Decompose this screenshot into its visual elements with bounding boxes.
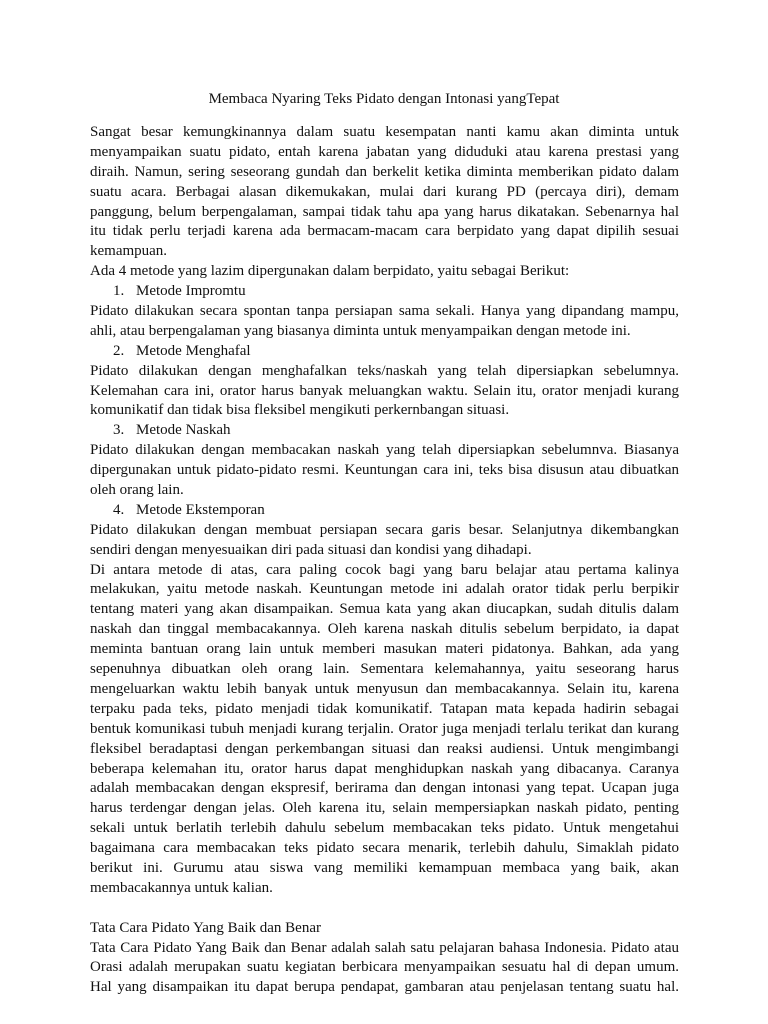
text-line: sendiri dengan menyesuaikan diri pada situasi dan kondisi yang dihadapi. [90, 541, 532, 558]
method-heading [90, 342, 679, 362]
text-line: kemampuan. [90, 243, 168, 260]
method-name: Metode Impromtu [136, 283, 246, 300]
section-heading: Tata Cara Pidato Yang Baik dan Benar [90, 919, 321, 936]
method-item [90, 342, 679, 422]
text-line: dipergunakan untuk pidato-pidato resmi. Keuntungan cara ini, teks bisa disusun atau dibuatkan [90, 462, 679, 479]
text-line: suatu acara. Berbagai alasan dikemukakan, mulai dari kurang PD (percaya diri), demam [90, 183, 679, 200]
text-line: Pidato dilakukan dengan membuat persiapan secara garis besar. Selanjutnya dikembangkan [90, 521, 679, 538]
method-name: Metode Ekstemporan [136, 501, 265, 518]
section-paragraph [90, 939, 679, 999]
text-line: diraih. Namun, sering seseorang gundah dan berkelit ketika diminta memberikan pidato dalam [90, 163, 679, 180]
method-heading [90, 282, 679, 302]
method-number: 4. [113, 501, 125, 518]
text-line: Kelemahan cara ini, orator harus banyak meluangkan waktu. Selain itu, orator menjadi kurang [90, 382, 679, 399]
paragraph-gap [90, 899, 679, 919]
text-line: adalah membacakan dengan ekspresif, berirama dan dengan intonasi yang tepat. Ucapan juga [90, 780, 679, 797]
text-line: bagaimana cara membacakan teks pidato secara menarik, terlebih dahulu, Simaklah pidato [90, 840, 679, 857]
text-line: terpaku pada teks, pidato menjadi tidak komunikatif. Tatapan mata kepada hadirin sebagai [90, 700, 679, 717]
text-line: fleksibel beradaptasi dengan perkembangan situasi dan reaksi audiensi. Untuk mengimbangi [90, 740, 679, 757]
text-line: ahli, atau berpengalaman yang biasanya diminta untuk menyampaikan dengan metode ini. [90, 322, 631, 339]
text-line: berikut ini. Gurumu atau siswa vang memiliki kemampuan membaca yang baik, akan [90, 859, 679, 876]
method-number: 2. [113, 342, 125, 359]
page-title: Membaca Nyaring Teks Pidato dengan Intonasi yangTepat [208, 91, 560, 107]
text-line: menyampaikan suatu pidato, entah karena jabatan yang diduduki atau karena prestasi yang [90, 143, 679, 160]
text-line: Tata Cara Pidato Yang Baik dan Benar adalah salah satu pelajaran bahasa Indonesia. Pidato atau [90, 939, 679, 956]
text-line: membacakannya untuk kalian. [90, 879, 273, 896]
methods-intro: Ada 4 metode yang lazim dipergunakan dalam berpidato, yaitu sebagai Berikut: [90, 263, 570, 280]
text-line: Hal yang disampaikan itu dapat berupa pendapat, gambaran atau penjelasan tentang suatu hal. [90, 979, 679, 996]
method-number: 1. [113, 283, 125, 300]
text-line: Pidato dilakukan dengan menghafalkan teks/naskah yang telah dipersiapkan sebelumnya. [90, 362, 679, 379]
text-line: meminta bantuan orang lain untuk memberi masukan materi pidatonya. Bahkan, ada yang [90, 641, 679, 658]
discussion-paragraph [90, 561, 679, 899]
text-line: sepenuhnya dibuatkan oleh orang lain. Sementara kelemahannya, yaitu seseorang harus [90, 661, 679, 678]
method-name: Metode Naskah [136, 422, 231, 439]
intro-paragraph [90, 123, 679, 262]
text-line: beberapa kelemahan itu, orator harus dapat menghidupkan naskah yang dibacanya. Caranya [90, 760, 679, 777]
method-item [90, 282, 679, 342]
text-line: oleh orang lain. [90, 482, 184, 499]
text-line: melakukan, yaitu metode naskah. Keuntungan metode ini adalah orator tidak perlu berpikir [90, 581, 679, 598]
method-heading [90, 501, 679, 521]
text-line: panggung, belum berpengalaman, sampai tidak tahu apa yang harus dikatakan. Sebenarnya hal [90, 203, 679, 220]
method-name: Metode Menghafal [136, 342, 251, 359]
text-line: tentang materi yang akan disampaikan. Semua kata yang akan diucapkan, sudah ditulis dalam [90, 601, 679, 618]
text-line: itu tidak perlu terjadi karena ada bermacam-macam cara berpidato yang dapat dipilih sesuai [90, 223, 679, 240]
method-heading [90, 421, 679, 441]
text-line: bentuk komunikasi tubuh menjadi kurang terjalin. Orator juga menjadi terlalu terikat dan kurang [90, 720, 679, 737]
text-line: mengeluarkan waktu lebih banyak untuk menyusun dan membacakannya. Selain itu, karena [90, 680, 679, 697]
text-line: sekali untuk berlatih terlebih dahulu sebelum membacakan teks pidato. Untuk mengetahui [90, 820, 679, 837]
method-number: 3. [113, 422, 125, 439]
text-line: komunikatif dan tidak bisa fleksibel mengikuti perkernbangan situasi. [90, 402, 510, 419]
text-line: Orasi adalah merupakan suatu kegiatan berbicara menyampaikan sesuatu hal di depan umum. [90, 959, 679, 976]
text-line: harus terdengar dengan jelas. Oleh karena itu, selain mempersiapkan naskah pidato, penting [90, 800, 679, 817]
method-item [90, 501, 679, 561]
method-item [90, 421, 679, 501]
text-line: naskah dan tinggal membacakannya. Oleh karena naskah ditulis sebelum berpidato, ia dapat [90, 621, 679, 638]
text-line: Pidato dilakukan dengan membacakan naskah yang telah dipersiapkan sebelumnva. Biasanya [90, 442, 679, 459]
text-line: Sangat besar kemungkinannya dalam suatu kesempatan nanti kamu akan diminta untuk [90, 124, 679, 140]
text-line: Pidato dilakukan secara spontan tanpa persiapan sama sekali. Hanya yang dipandang mampu, [90, 303, 679, 320]
document-body [90, 123, 679, 998]
text-line: Di antara metode di atas, cara paling cocok bagi yang baru belajar atau pertama kalinya [90, 561, 679, 578]
